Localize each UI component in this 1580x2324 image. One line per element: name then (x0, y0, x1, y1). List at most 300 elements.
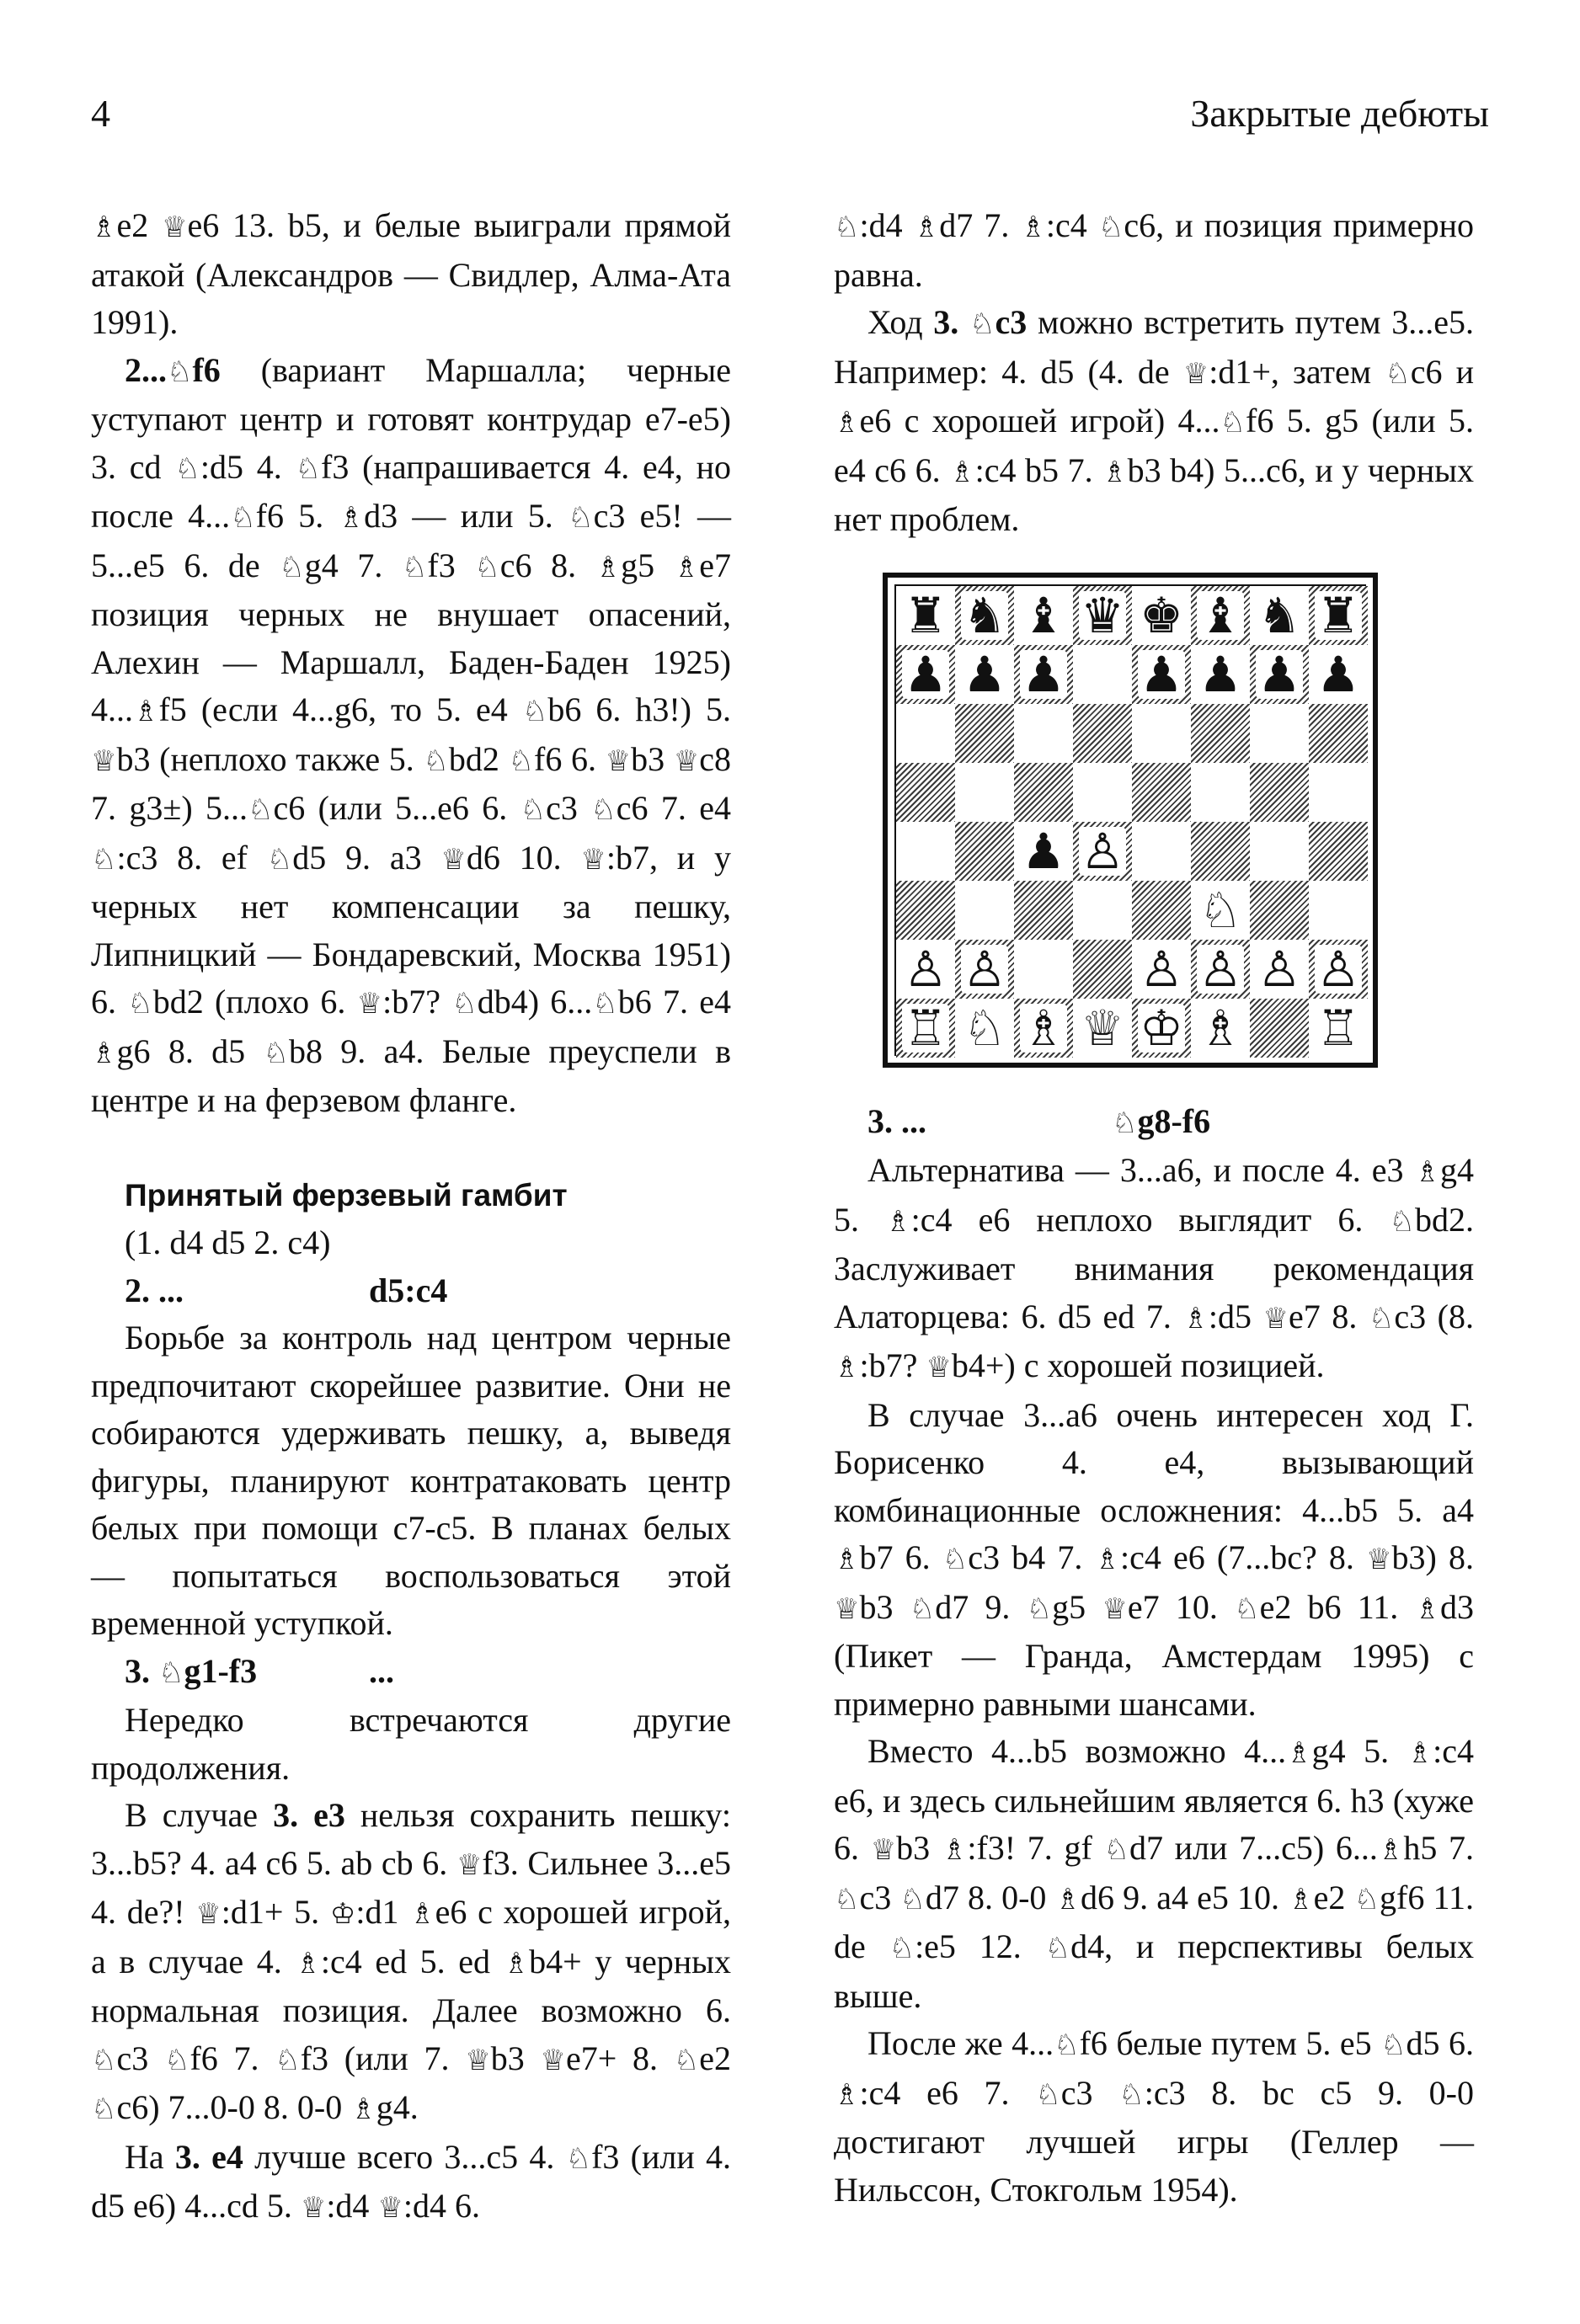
black-pawn-icon: ♟ (1022, 645, 1065, 703)
text-run: :d5 4. (200, 447, 296, 486)
board-square-e5 (1132, 763, 1191, 822)
text-run: d7 9. (935, 1587, 1027, 1626)
text-run: c3 (995, 303, 1028, 341)
knight-icon: ♘ (1368, 1301, 1395, 1335)
board-square-a6 (896, 704, 955, 763)
queen-icon: ♕ (1262, 1301, 1289, 1335)
text-run: В случае 3...a6 очень интересен ход Г. Борисенко 4. e4, вызывающий комбинационные осложнения: 4...b5 5. a4 (834, 1395, 1474, 1529)
board-square-g8 (1250, 586, 1309, 645)
board-square-h4 (1309, 822, 1368, 881)
bishop-icon: ♗ (1414, 1591, 1441, 1626)
bishop-icon: ♗ (1414, 1155, 1440, 1189)
bishop-icon: ♗ (595, 550, 622, 584)
text-run: b7 6. (859, 1538, 942, 1576)
queen-icon: ♕ (605, 744, 632, 778)
king-icon: ♔ (329, 1897, 356, 1931)
queen-icon: ♕ (1182, 356, 1209, 391)
text-run: c6 7. e4 (616, 789, 731, 827)
bishop-icon: ♗ (133, 695, 159, 728)
text-run: d4, и перспективы белых выше. (834, 1927, 1474, 2015)
black-pawn-icon: ♟ (1198, 645, 1242, 703)
text-run: h5 7. (1403, 1829, 1475, 1867)
text-run: e7+ 8. (566, 2039, 674, 2077)
board-square-e1 (1132, 999, 1191, 1058)
text-run: g4 5. (1311, 1732, 1407, 1770)
bishop-icon: ♗ (91, 211, 117, 244)
bishop-icon: ♗ (834, 406, 860, 440)
board-square-f7 (1191, 645, 1250, 704)
paragraph (91, 202, 731, 347)
bishop-icon: ♗ (1094, 1543, 1120, 1576)
knight-icon: ♘ (1353, 1882, 1380, 1916)
text-run: b3 (490, 2039, 541, 2077)
text-run: c6 (или 5...e6 6. (273, 789, 520, 827)
knight-icon: ♘ (520, 793, 547, 827)
move-text: g1-f3 (184, 1651, 258, 1690)
white-pawn-icon: ♙ (963, 940, 1006, 998)
queen-icon: ♕ (456, 1847, 483, 1882)
black-knight-icon: ♞ (1257, 586, 1301, 644)
board-square-b8 (955, 586, 1014, 645)
text-run: c3 e5! — 5...e5 6. de (91, 497, 732, 584)
paragraph (834, 1728, 1474, 2020)
knight-icon: ♘ (521, 695, 548, 728)
knight-icon: ♘ (248, 793, 274, 827)
queen-icon: ♕ (926, 1351, 952, 1384)
queen-icon: ♕ (870, 1833, 897, 1867)
board-square-h5 (1309, 763, 1368, 822)
board-square-e7 (1132, 645, 1191, 704)
white-pawn-icon: ♙ (1081, 822, 1124, 880)
move-text: g8-f6 (1137, 1101, 1211, 1140)
bishop-icon: ♗ (1182, 1301, 1209, 1335)
knight-icon: ♘ (91, 2092, 117, 2126)
board-square-h8 (1309, 586, 1368, 645)
right-column (834, 202, 1474, 2214)
board-square-g6 (1250, 704, 1309, 763)
knight-icon: ♘ (91, 842, 117, 877)
text-run: f6 5. (255, 497, 339, 535)
paragraph (834, 202, 1474, 299)
text-run: d3 — или 5. (364, 497, 568, 535)
board-square-g3 (1250, 881, 1309, 940)
move-number-group (125, 1648, 369, 1698)
text-run: b3 (859, 1587, 910, 1626)
text-run: лучше всего 3...c5 4. (243, 2137, 566, 2176)
board-square-h7 (1309, 645, 1368, 704)
board-square-d3 (1073, 881, 1132, 940)
knight-icon: ♘ (1054, 2028, 1080, 2062)
board-square-c2 (1014, 940, 1073, 999)
knight-icon: ♘ (163, 2043, 190, 2077)
text-run: g5 (1052, 1587, 1102, 1626)
page-header (91, 91, 1489, 141)
text-run: :d5 (1208, 1297, 1263, 1335)
black-rook-icon: ♜ (1316, 586, 1360, 644)
queen-icon: ♕ (1102, 1591, 1128, 1626)
text-run: b3 b4) 5...c6, и у черных нет проблем. (834, 450, 1475, 538)
knight-icon: ♘ (167, 354, 193, 389)
bishop-icon: ♗ (673, 550, 700, 584)
board-square-g5 (1250, 763, 1309, 822)
board-square-d5 (1073, 763, 1132, 822)
knight-icon: ♘ (1380, 2028, 1407, 2062)
move-dots: ... (369, 1651, 394, 1690)
text-run: d6 9. a4 e5 10. (1081, 1878, 1289, 1916)
bishop-icon: ♗ (913, 211, 940, 244)
bishop-icon: ♗ (941, 1833, 968, 1867)
white-rook-icon: ♖ (904, 999, 947, 1057)
text-run: d6 10. (466, 838, 581, 877)
queen-icon: ♕ (377, 2191, 403, 2225)
text-run: c6) 7...0-0 8. 0-0 (116, 2088, 351, 2126)
move-heading (834, 1098, 1474, 1148)
knight-icon: ♘ (1385, 356, 1411, 391)
text-run: c3 (546, 789, 591, 827)
board-square-b6 (955, 704, 1014, 763)
text-run: :d1+ 5. (221, 1893, 330, 1931)
board-square-h1 (1309, 999, 1368, 1058)
text-run: нельзя сохранить пешку: 3...b5? 4. a4 c6 5. ab cb 6. (91, 1796, 731, 1882)
text-run: c3 (8. (1394, 1297, 1474, 1335)
board-square-b4 (955, 822, 1014, 881)
board-square-c3 (1014, 881, 1073, 940)
knight-icon: ♘ (1234, 1591, 1260, 1626)
text-run: :b7? (382, 983, 452, 1021)
white-pawn-icon: ♙ (1140, 940, 1183, 998)
text-run: :c3 8. ef (116, 838, 267, 877)
board-square-g7 (1250, 645, 1309, 704)
white-king-icon: ♔ (1140, 999, 1183, 1057)
text-run: f3 (427, 546, 475, 584)
black-pawn-icon: ♟ (1257, 645, 1301, 703)
knight-icon: ♘ (1220, 406, 1246, 440)
board-square-e2 (1132, 940, 1191, 999)
paragraph: Борьбе за контроль над центром черные предпочитают скорейшее развитие. Они не собираются удерживать пешку, а, выведя фигуры, планируют контратаковать центр белых при помощи c7-c5. В планах белых — попытаться воспользоваться этой временной уступкой. (91, 1319, 731, 1642)
bishop-icon: ♗ (503, 1946, 530, 1980)
board-square-c1 (1014, 999, 1073, 1058)
text-run: :c4 e6 7. (859, 2073, 1036, 2112)
board-square-c6 (1014, 704, 1073, 763)
text-run: (вариант Маршалла; черные уступают центр и готовят контрудар e7-e5) 3. cd (91, 350, 731, 486)
knight-icon: ♘ (275, 2043, 301, 2077)
bishop-icon: ♗ (91, 1036, 117, 1070)
text-run: f5 (если 4...g6, то 5. e4 (158, 690, 522, 728)
queen-icon: ♕ (540, 2043, 566, 2077)
board-square-b7 (955, 645, 1014, 704)
text-run: b4+) с хорошей позицией. (951, 1346, 1325, 1384)
text-run: На (125, 2137, 175, 2176)
paragraph (834, 1147, 1474, 1392)
queen-icon: ♕ (673, 744, 700, 778)
text-run: c3 b4 7. (968, 1538, 1095, 1576)
knight-icon: ♘ (474, 550, 500, 584)
text-run: b3 (631, 739, 674, 778)
paragraph (834, 299, 1474, 544)
black-bishop-icon: ♝ (1022, 586, 1065, 644)
board-square-c7 (1014, 645, 1073, 704)
knight-icon: ♘ (899, 1882, 926, 1916)
text-run: f3 (или 7. (300, 2039, 466, 2077)
board-square-f1 (1191, 999, 1250, 1058)
knight-icon: ♘ (1103, 1833, 1129, 1867)
knight-icon: ♘ (834, 1882, 860, 1916)
knight-icon: ♘ (909, 1591, 936, 1626)
text-run: c6 8. (499, 546, 595, 584)
text-run: можно встретить путем 3...e5. Например: 4. d5 (4. de (834, 303, 1474, 391)
board-square-e8 (1132, 586, 1191, 645)
text-run: g4. (376, 2088, 419, 2126)
text-run: e7 8. (1289, 1297, 1369, 1335)
bishop-icon: ♗ (1054, 1882, 1081, 1916)
text-run: e2 (116, 206, 163, 244)
move-text-group (1112, 1098, 1210, 1148)
queen-icon: ♕ (91, 744, 117, 778)
board-square-a7 (896, 645, 955, 704)
board-square-a8 (896, 586, 955, 645)
text-run: d7 7. (939, 206, 1021, 244)
board-square-a4 (896, 822, 955, 881)
board-square-c5 (1014, 763, 1073, 822)
queen-icon: ♕ (162, 211, 188, 244)
knight-icon: ♘ (263, 1036, 289, 1070)
text-run: c3 (1060, 2073, 1119, 2112)
board-square-b3 (955, 881, 1014, 940)
text-run: bd2 (плохо 6. (152, 983, 357, 1021)
queen-icon: ♕ (440, 842, 467, 877)
knight-icon: ♘ (127, 987, 153, 1021)
text-run: d5 6. (1406, 2024, 1474, 2062)
queen-icon: ♕ (580, 842, 606, 877)
text-run: b3) 8. (1391, 1538, 1475, 1576)
text-run: :d1+, затем (1209, 352, 1385, 391)
queen-icon: ♕ (195, 1897, 222, 1931)
white-rook-icon: ♖ (1316, 999, 1360, 1057)
board-square-f5 (1191, 763, 1250, 822)
white-pawn-icon: ♙ (1257, 940, 1301, 998)
text-run: :c4 ed 5. ed (320, 1942, 504, 1980)
text-run: d7 или 7...c5) 6... (1129, 1829, 1378, 1867)
paragraph (834, 1392, 1474, 1729)
text-run: f6 7. (189, 2039, 275, 2077)
text-run: 2... (125, 350, 167, 389)
bishop-icon: ♗ (949, 455, 975, 489)
bishop-icon: ♗ (1407, 1736, 1433, 1770)
chess-board (894, 584, 1366, 1056)
text-run: e7 10. (1127, 1587, 1235, 1626)
board-square-d6 (1073, 704, 1132, 763)
text-run: :d1 (355, 1893, 410, 1931)
white-pawn-icon: ♙ (1316, 940, 1360, 998)
board-square-b2 (955, 940, 1014, 999)
text-run: gf6 11. de (834, 1878, 1475, 1965)
knight-icon: ♘ (1112, 1106, 1138, 1140)
knight-icon: ♘ (508, 744, 535, 778)
text-run: :b7, и у черных нет компенсации за пешку, Липницкий — Бондаревский, Москва 1951) 6. (91, 838, 731, 1021)
black-pawn-icon: ♟ (963, 645, 1006, 703)
queen-icon: ♕ (300, 2191, 327, 2225)
text-run: :c4 e6, и здесь сильнейшим является 6. h3 (хуже 6. (834, 1732, 1474, 1867)
text-run: c8 7. g3±) 5... (91, 739, 731, 827)
board-square-b5 (955, 763, 1014, 822)
text-run: :d4 (326, 2187, 378, 2225)
text-run: d3 (Пикет — Гранда, Амстердам 1995) с примерно равными шансами. (834, 1587, 1475, 1723)
knight-icon: ♘ (568, 501, 594, 535)
bishop-icon: ♗ (1102, 455, 1128, 489)
text-run: :c4 e6 неплохо выглядит 6. (910, 1200, 1390, 1239)
board-square-b1 (955, 999, 1014, 1058)
text-run: :b7? (859, 1346, 926, 1384)
bishop-icon: ♗ (350, 2092, 376, 2126)
black-pawn-icon: ♟ (1022, 822, 1065, 880)
text-run: f6 5. g5 (или 5. e4 c6 6. (834, 402, 1474, 489)
text-run: bd2. Заслуживает внимания рекомендация Алаторцева: 6. d5 ed 7. (834, 1200, 1474, 1335)
text-run: Вместо 4...b5 возможно 4... (867, 1732, 1287, 1770)
knight-icon: ♘ (673, 2043, 700, 2077)
knight-icon: ♘ (1097, 211, 1124, 244)
board-square-a5 (896, 763, 955, 822)
page-number: 4 (91, 92, 110, 135)
knight-icon: ♘ (451, 987, 478, 1021)
board-square-d8 (1073, 586, 1132, 645)
queen-icon: ♕ (834, 1591, 860, 1626)
text-run: c3 (116, 2039, 164, 2077)
bishop-icon: ♗ (1020, 211, 1046, 244)
text-run: c3 (859, 1878, 900, 1916)
text-run: c6, и позиция примерно равна. (834, 206, 1474, 294)
board-square-e6 (1132, 704, 1191, 763)
board-square-g2 (1250, 940, 1309, 999)
board-square-g4 (1250, 822, 1309, 881)
queen-icon: ♕ (356, 987, 383, 1021)
text-run: 3. e3 (273, 1796, 345, 1834)
black-bishop-icon: ♝ (1198, 586, 1242, 644)
text-run: e6 с хорошей игрой) 4... (859, 402, 1220, 440)
board-square-h6 (1309, 704, 1368, 763)
bishop-icon: ♗ (834, 2077, 860, 2112)
white-knight-icon: ♘ (963, 999, 1006, 1057)
knight-icon: ♘ (969, 307, 996, 341)
bishop-icon: ♗ (409, 1897, 435, 1931)
board-square-a3 (896, 881, 955, 940)
white-pawn-icon: ♙ (1198, 940, 1242, 998)
board-square-a1 (896, 999, 955, 1058)
text-run: :d4 6. (403, 2187, 481, 2225)
knight-icon: ♘ (401, 550, 428, 584)
knight-icon: ♘ (230, 501, 256, 535)
text-run: 3. (933, 303, 970, 341)
white-knight-icon: ♘ (1198, 881, 1242, 939)
text-run: В случае (125, 1796, 274, 1834)
text-run: f3. Сильнее 3...e5 4. de?! (91, 1843, 731, 1931)
knight-icon: ♘ (1389, 1204, 1415, 1239)
text-run: :c4 b5 7. (974, 450, 1102, 489)
board-square-g1 (1250, 999, 1309, 1058)
knight-icon: ♘ (266, 842, 293, 877)
text-run: f6 6. (534, 739, 606, 778)
board-square-f2 (1191, 940, 1250, 999)
knight-icon: ♘ (174, 451, 200, 486)
knight-icon: ♘ (942, 1543, 969, 1576)
bishop-icon: ♗ (1377, 1833, 1404, 1867)
knight-icon: ♘ (889, 1932, 915, 1965)
board-square-f4 (1191, 822, 1250, 881)
text-run: e2 (699, 2039, 732, 2077)
text-run: b6 6. h3!) 5. (547, 690, 732, 728)
text-run: b3 (896, 1829, 942, 1867)
text-run: :f3! 7. gf (967, 1829, 1104, 1867)
knight-icon: ♘ (279, 550, 305, 584)
black-knight-icon: ♞ (963, 586, 1006, 644)
text-run: g4 7. (304, 546, 402, 584)
knight-icon: ♘ (1035, 2077, 1061, 2112)
board-square-h3 (1309, 881, 1368, 940)
paragraph (91, 347, 731, 1125)
text-run: bd2 (448, 739, 509, 778)
knight-icon: ♘ (834, 211, 860, 244)
text-run: После же 4... (867, 2024, 1054, 2062)
white-queen-icon: ♕ (1081, 999, 1124, 1057)
queen-icon: ♕ (465, 2043, 491, 2077)
black-rook-icon: ♜ (904, 586, 947, 644)
knight-icon: ♘ (423, 744, 449, 778)
text-run: g5 (621, 546, 674, 584)
queen-icon: ♕ (1366, 1543, 1392, 1576)
move-text: d5:c4 (369, 1271, 448, 1309)
bishop-icon: ♗ (1286, 1736, 1312, 1770)
white-bishop-icon: ♗ (1198, 999, 1242, 1057)
text-run: f6 (192, 350, 221, 389)
text-run: d5 9. a3 (292, 838, 441, 877)
move-number: 2. ... (125, 1271, 184, 1309)
knight-icon: ♘ (592, 987, 618, 1021)
board-square-f8 (1191, 586, 1250, 645)
paragraph: Нередко встречаются другие продолжения. (91, 1701, 731, 1787)
bishop-icon: ♗ (295, 1946, 321, 1980)
text-run: g4 5. (834, 1151, 1474, 1239)
moves-reference: (1. d4 d5 2. c4) (125, 1223, 331, 1261)
board-square-d2 (1073, 940, 1132, 999)
text-run: g6 8. d5 (116, 1031, 264, 1070)
knight-icon: ♘ (1026, 1591, 1053, 1626)
text-run: :c4 (1045, 206, 1098, 244)
text-run: b3 (неплохо также 5. (116, 739, 424, 778)
move-number: 3. (125, 1651, 158, 1690)
text-run: :c3 8. bc c5 9. 0-0 достигают лучшей игры (Геллер — Нильссон, Стокгольм 1954). (834, 2073, 1474, 2209)
text-run: :e5 12. (915, 1927, 1045, 1965)
board-square-a2 (896, 940, 955, 999)
knight-icon: ♘ (295, 451, 322, 486)
text-run: f3 (или 4. d5 e6) 4...cd 5. (91, 2137, 731, 2225)
text-run: Ход (867, 303, 934, 341)
board-frame (883, 573, 1378, 1068)
board-square-f6 (1191, 704, 1250, 763)
board-square-d1 (1073, 999, 1132, 1058)
bishop-icon: ♗ (1288, 1882, 1314, 1916)
bishop-icon: ♗ (834, 1543, 860, 1576)
bishop-icon: ♗ (338, 501, 365, 535)
text-run: e6 13. b5, и белые выиграли прямой атакой (Александров — Свидлер, Алма-Ата 1991). (91, 206, 731, 341)
text-run: :c4 e6 (7...bc? 8. (1119, 1538, 1367, 1576)
section-title: Принятый ферзевый гамбит (125, 1177, 568, 1213)
board-square-c8 (1014, 586, 1073, 645)
running-title: Закрытые дебюты (1190, 92, 1489, 135)
board-square-c4 (1014, 822, 1073, 881)
text-run: b6 7. e4 (617, 983, 731, 1021)
move-number: 3. ... (867, 1101, 926, 1140)
text-run: e6 с хорошей игрой, а в случае 4. (91, 1893, 731, 1980)
text-run: :d4 (859, 206, 914, 244)
